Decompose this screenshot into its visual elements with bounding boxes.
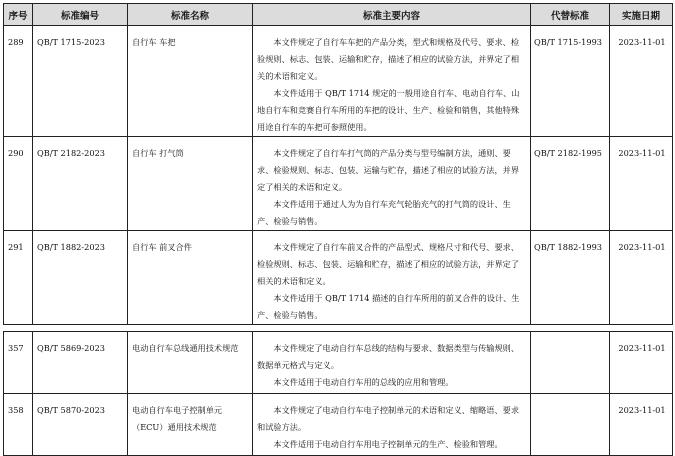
row-content [253,137,531,231]
content-paragraph: 本文件适用于 QB/T 1714 描述的自行车所用的前叉合件的设计、生产、检验与销售。 [257,293,520,320]
row-name: 自行车 打气筒 [128,137,253,231]
row-replace: QB/T 2182-1995 [531,137,610,231]
row-seq: 289 [4,26,33,137]
content-paragraph: 本文件规定了自行车车把的产品分类，型式和规格及代号、要求、检验规则、标志、包装、运输和贮存，描述了相应的试验方法，并界定了相关的术语和定义。 [257,37,520,81]
standards-table [3,3,673,456]
row-code: QB/T 2182-2023 [33,137,128,231]
table-row [4,231,673,325]
row-content [253,394,531,456]
row-replace [531,394,610,456]
content-paragraph: 本文件规定了电动自行车总线的结构与要求、数据类型与传输规则、数据单元格式与定义。 [257,343,520,370]
content-paragraph: 本文件适用于电动自行车用的总线的应用和管理。 [273,377,454,387]
row-name: 自行车 车把 [128,26,253,137]
table-row [4,394,673,456]
row-date: 2023-11-01 [610,231,673,325]
section-divider [4,325,673,332]
table-row [4,26,673,137]
row-replace: QB/T 1882-1993 [531,231,610,325]
row-code: QB/T 1715-2023 [33,26,128,137]
row-seq: 357 [4,332,33,394]
header-content: 标准主要内容 [253,4,531,26]
row-content [253,26,531,137]
row-date: 2023-11-01 [610,394,673,456]
header-name: 标准名称 [128,4,253,26]
content-paragraph: 本文件适用于通过人为为自行车充气轮胎充气的打气筒的设计、生产、检验与销售。 [257,199,511,226]
row-date: 2023-11-01 [610,137,673,231]
header-seq: 序号 [4,4,33,26]
row-seq: 291 [4,231,33,325]
row-code: QB/T 5870-2023 [33,394,128,456]
content-paragraph: 本文件适用于 QB/T 1714 规定的一般用途自行车、电动自行车、山地自行车和竞赛自行车所用的车把的设计、生产、检验和销售，其他特殊用途自行车的车把可参照使用。 [257,88,520,132]
row-date: 2023-11-01 [610,26,673,137]
row-date: 2023-11-01 [610,332,673,394]
row-name: 电动自行车总线通用技术规范 [128,332,253,394]
row-name: 电动自行车电子控制单元（ECU）通用技术规范 [128,394,253,456]
content-paragraph: 本文件规定了自行车打气筒的产品分类与型号编制方法，通则、要求、检验规则、标志、包装、运输与贮存，描述了相应的试验方法，并界定了相关的术语和定义。 [257,148,520,192]
header-code: 标准编号 [33,4,128,26]
row-seq: 290 [4,137,33,231]
row-seq: 358 [4,394,33,456]
header-row [4,4,673,26]
row-name: 自行车 前叉合件 [128,231,253,325]
content-paragraph: 本文件适用于电动自行车用电子控制单元的生产、检验和管理。 [273,439,503,449]
content-paragraph: 本文件规定了电动自行车电子控制单元的术语和定义、缩略语、要求和试验方法。 [257,405,520,432]
table-row [4,137,673,231]
header-date: 实施日期 [610,4,673,26]
row-content [253,332,531,394]
row-code: QB/T 1882-2023 [33,231,128,325]
row-replace [531,332,610,394]
row-replace: QB/T 1715-1993 [531,26,610,137]
row-content [253,231,531,325]
section-gap [4,325,673,332]
header-replace: 代替标准 [531,4,610,26]
table-row [4,332,673,394]
content-paragraph: 本文件规定了自行车前叉合件的产品型式、规格尺寸和代号、要求、检验规则、标志、包装、运输和贮存，描述了相应的试验方法，并界定了相关的术语和定义。 [257,242,520,286]
row-code: QB/T 5869-2023 [33,332,128,394]
